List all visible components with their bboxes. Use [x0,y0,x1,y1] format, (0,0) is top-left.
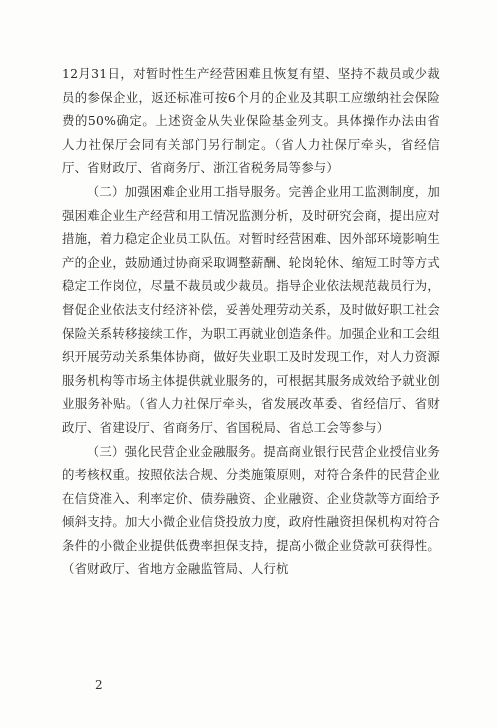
page-number: 2 [95,678,103,692]
paragraph-financial-services: （三）强化民营企业金融服务。提高商业银行民营企业授信业务的考核权重。按照依法合规、分类施策原则，对符合条件的民营企业在信贷准入、利率定价、债券融资、企业融资、企业贷款等方面给予倾斜支持。加大小微企业信贷投放力度，政府性融资担保机构对符合条件的小微企业提供低费率担保支持，提高小微企业贷款可获得性。（省财政厅、省地方金融监管局、人行杭 [62,443,440,577]
paragraph-continued: 12月31日，对暂时性生产经营困难且恢复有望、坚持不裁员或少裁员的参保企业，返还标准可按6个月的企业及其职工应缴纳社会保险费的50%确定。上述资金从失业保险基金列支。具体操作办法由省人力社保厅会同有关部门另行制定。（省人力社保厅牵头，省经信厅、省财政厅、省商务厅、浙江省税务局等参与） [62,66,440,176]
document-body [62,62,440,581]
paragraph-employment-guidance: （二）加强困难企业用工指导服务。完善企业用工监测制度，加强困难企业生产经营和用工情况监测分析，及时研究会商，提出应对措施，着力稳定企业员工队伍。对暂时经营困难、因外部环境影响生产的企业，鼓励通过协商采取调整薪酬、轮岗轮休、缩短工时等方式稳定工作岗位，尽量不裁员或少裁员。指导企业依法规范裁员行为，督促企业依法支付经济补偿，妥善处理劳动关系，及时做好职工社会保险关系转移接续工作，为职工再就业创造条件。加强企业和工会组织开展劳动关系集体协商，做好失业职工及时发现工作，对人力资源服务机构等市场主体提供就业服务的，可根据其服务成效给予就业创业服务补贴。（省人力社保厅牵头，省发展改革委、省经信厅、省财政厅、省建设厅、省商务厅、省国税局、省总工会等参与） [62,183,440,435]
